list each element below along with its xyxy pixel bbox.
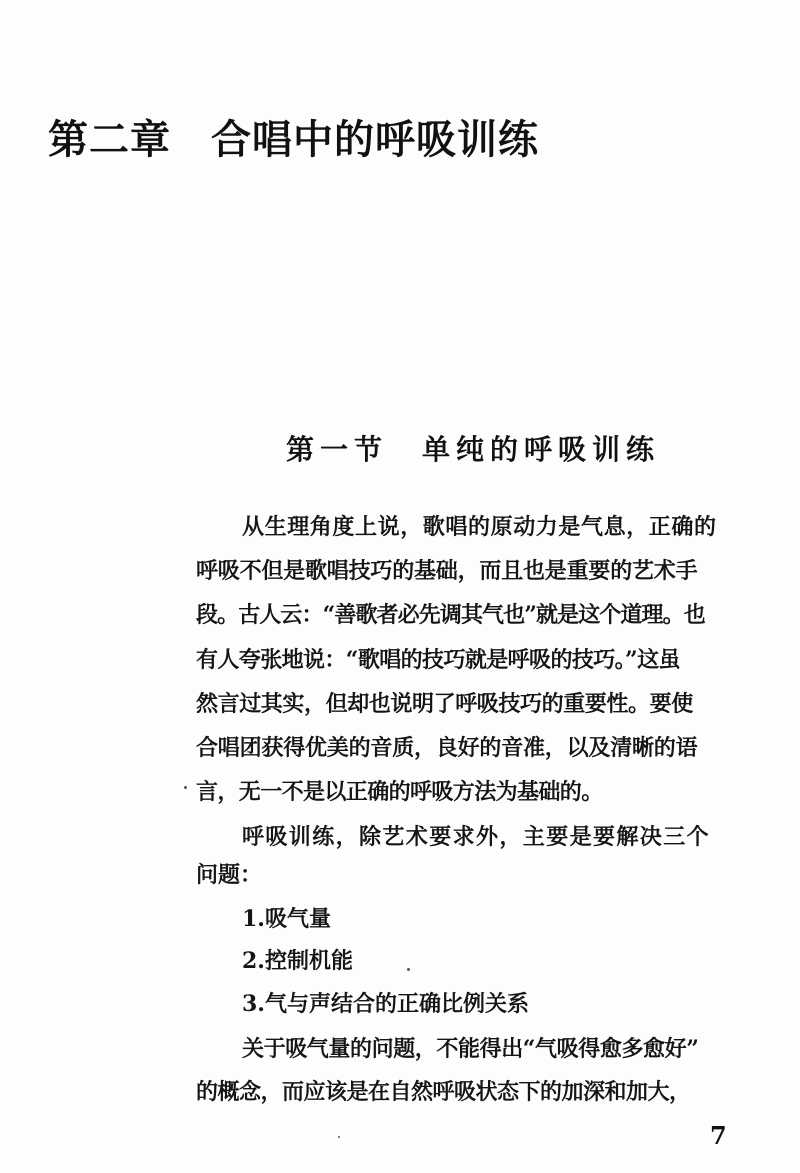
section-title: [286, 428, 660, 468]
paragraph-line: 呼吸不但是歌唱技巧的基础，而且也是重要的艺术手: [196, 558, 698, 584]
paragraph-line: 言，无一不是以正确的呼吸方法为基础的。: [196, 779, 603, 805]
paragraph-line: 合唱团获得优美的音质，良好的音准，以及清晰的语: [196, 735, 698, 761]
section-number: 第一节: [286, 433, 389, 466]
scan-speck: [184, 786, 187, 789]
scan-speck: [338, 1136, 340, 1138]
paragraph-line: 问题：: [196, 862, 263, 888]
list-item: 1.吸气量: [242, 906, 331, 932]
paragraph-line: 从生理角度上说，歌唱的原动力是气息，正确的: [242, 514, 717, 540]
list-item: 2.控制机能: [242, 948, 353, 974]
chapter-name: 合唱中的呼吸训练: [211, 117, 539, 163]
chapter-title: [48, 108, 539, 165]
list-item: 3.气与声结合的正确比例关系: [242, 991, 529, 1017]
page-number: 7: [710, 1121, 727, 1150]
section-name: 单纯的呼吸训练: [422, 433, 661, 466]
paragraph-line: 有人夸张地说：“歌唱的技巧就是呼吸的技巧。”这虽: [196, 647, 680, 673]
paragraph-line: 的概念，而应该是在自然呼吸状态下的加深和加大，: [196, 1079, 691, 1105]
paragraph-line: 呼吸训练，除艺术要求外，主要是要解决三个: [242, 824, 711, 850]
paragraph-line: 段。古人云：“善歌者必先调其气也”就是这个道理。也: [196, 602, 705, 628]
paragraph-line: 然言过其实，但却也说明了呼吸技巧的重要性。要使: [196, 691, 693, 717]
scan-speck: [407, 968, 410, 971]
paragraph-line: 关于吸气量的问题，不能得出“气吸得愈多愈好”: [242, 1036, 699, 1062]
chapter-number: 第二章: [48, 117, 171, 163]
